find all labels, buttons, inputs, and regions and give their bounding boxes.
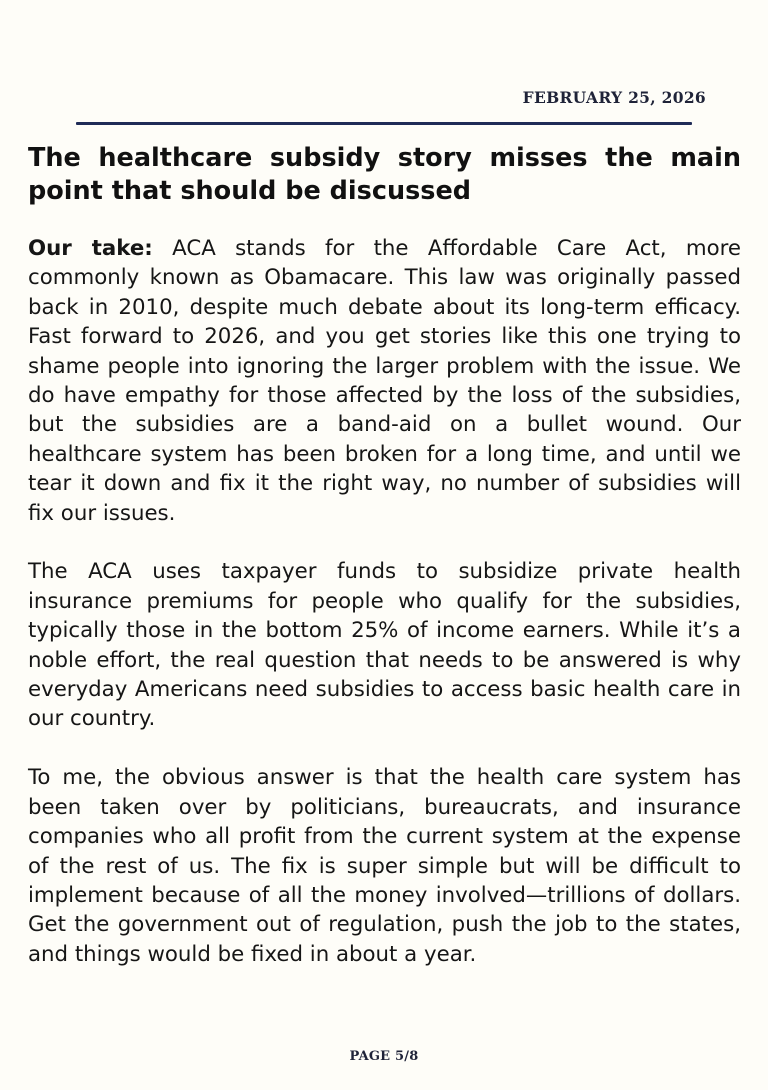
- publication-date: FEBRUARY 25, 2026: [522, 88, 706, 107]
- page-number: PAGE 5/8: [349, 1049, 419, 1064]
- article-headline: The healthcare subsidy story misses the main point that should be discussed: [28, 143, 741, 206]
- paragraph-1-text: ACA stands for the Affordable Care Act, more commonly known as Obamacare. This law was originally passed back in 2010, despite much debate about its long-term efficacy. Fast forward to 2026, and you get stories like this one trying to shame people into ignoring the larger problem with the issue. We do have empathy for those affected by the loss of the subsidies, but the subsidies are a band-aid on a bullet wound. Our healthcare system has been broken for a long time, and until we tear it down and fix it the right way, no number of subsidies will fix our issues.: [28, 236, 741, 526]
- lead-label: Our take:: [28, 236, 153, 261]
- article-paragraph-2: The ACA uses taxpayer funds to subsidize private health insurance premiums for people who qualify for the subsidies, typically those in the bottom 25% of income earners. While it’s a noble effort, the real question that needs to be answered is why everyday Americans need subsidies to access basic health care in our country.: [28, 559, 741, 732]
- article-paragraph-3: To me, the obvious answer is that the health care system has been taken over by politicians, bureaucrats, and insurance companies who all profit from the current system at the expense of the rest of us. The fix is super simple but will be difficult to implement because of all the money involved—trillions of dollars. Get the government out of regulation, push the job to the states, and things would be fixed in about a year.: [28, 765, 741, 967]
- article-paragraph-1: [28, 234, 741, 528]
- article-body: [28, 234, 741, 969]
- header-divider: [76, 122, 692, 125]
